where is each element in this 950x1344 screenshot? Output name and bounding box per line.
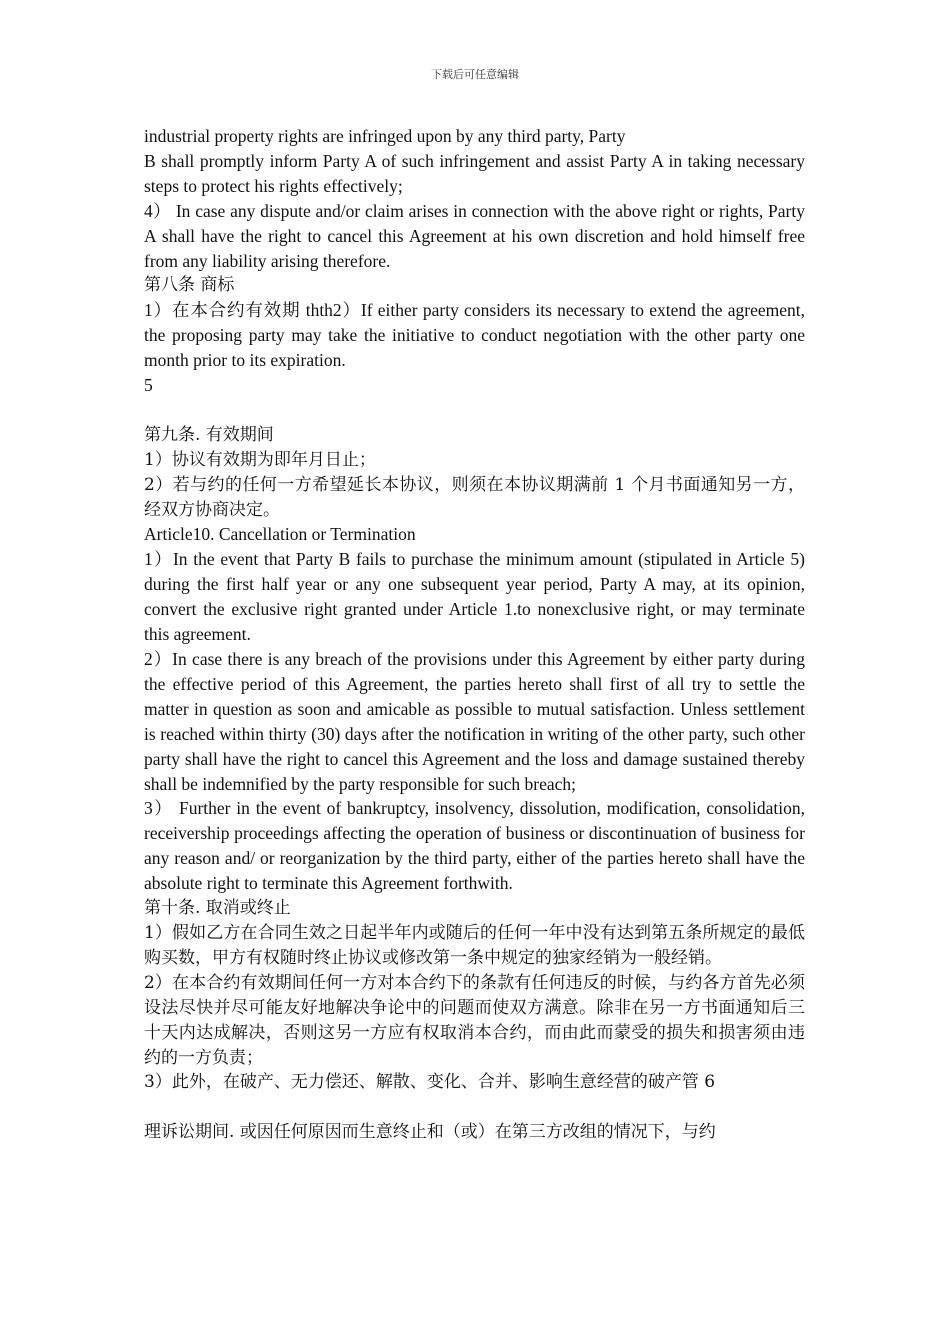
heading-article-10-cn: 第十条. 取消或终止 — [144, 898, 291, 919]
heading-article-10-en: Article10. Cancellation or Termination — [144, 524, 416, 545]
paragraph-termination-cn-3: 3）此外，在破产、无力偿还、解散、变化、合并、影响生意经营的破产管 6 — [144, 1072, 716, 1093]
blank-line — [144, 1095, 805, 1120]
page-header: 下载后可任意编辑 — [431, 68, 519, 81]
page-number-5: 5 — [144, 375, 153, 396]
paragraph-termination-cn-4: 理诉讼期间. 或因任何原因而生意终止和（或）在第三方改组的情况下，与约 — [144, 1122, 716, 1143]
blank-line — [144, 398, 805, 423]
paragraph-termination-en-1: 1）In the event that Party B fails to purchase the minimum amount (stipulated in Article 5) during the first half year or any one subsequent year period, Party A may, at its opinion, convert the exclusive right granted under Article 1.to nonexclusive right, or may terminate this agreement. — [144, 549, 805, 645]
paragraph-termination-cn-2: 2）在本合约有效期间任何一方对本合约下的条款有任何违反的时候，与约各方首先必须设法尽快并尽可能友好地解决争论中的问题而使双方满意。除非在另一方书面通知后三十天内达成解决，否则这另一方应有权取消本合约，而由此而蒙受的损失和损害须由违约的一方负责； — [144, 972, 805, 1068]
document-body — [144, 124, 805, 1145]
heading-article-9-cn: 第九条. 有效期间 — [144, 424, 274, 445]
paragraph-validity-cn-1: 1）协议有效期为即年月日止； — [144, 449, 376, 470]
paragraph-termination-cn-1: 1）假如乙方在合同生效之日起半年内或随后的任何一年中没有达到第五条所规定的最低购买数，甲方有权随时终止协议或修改第一条中规定的独家经销为一般经销。 — [144, 922, 805, 968]
heading-article-8-cn: 第八条 商标 — [144, 275, 235, 296]
paragraph-validity-cn-2: 2）若与约的任何一方希望延长本协议，则须在本协议期满前 1 个月书面通知另一方，经双方协商决定。 — [144, 474, 805, 520]
paragraph-dispute-claim: 4） In case any dispute and/or claim arises in connection with the above right or rights, Party A shall have the right to cancel this Agreement at his own discretion and hold himself free from any liability arising therefore. — [144, 200, 805, 271]
paragraph-ip-infringement-intro: industrial property rights are infringed upon by any third party, Party — [144, 126, 626, 146]
paragraph-extension: 1）在本合约有效期 thth2）If either party considers its necessary to extend the agreement, the proposing party may take the initiative to conduct negotiation with the other party one month prior to its expiration. — [144, 300, 805, 371]
paragraph-termination-en-2: 2）In case there is any breach of the provisions under this Agreement by either party during the effective period of this Agreement, the parties hereto shall first of all try to settle the matter in question as soon and amicable as possible to mutual satisfaction. Unless settlement is reached within thirty (30) days after the notification in writing of the other party, such other party shall have the right to cancel this Agreement and the loss and damage sustained thereby shall be indemnified by the party responsible for such breach; — [144, 649, 805, 794]
paragraph-termination-en-3: 3） Further in the event of bankruptcy, insolvency, dissolution, modification, consolidation, receivership proceedings affecting the operation of business or discontinuation of business for any reason and/ or reorganization by the third party, either of the parties hereto shall have the absolute right to terminate this Agreement forthwith. — [144, 798, 805, 894]
paragraph-ip-infringement-inform: B shall promptly inform Party A of such infringement and assist Party A in taking necessary steps to protect his rights effectively; — [144, 150, 805, 196]
